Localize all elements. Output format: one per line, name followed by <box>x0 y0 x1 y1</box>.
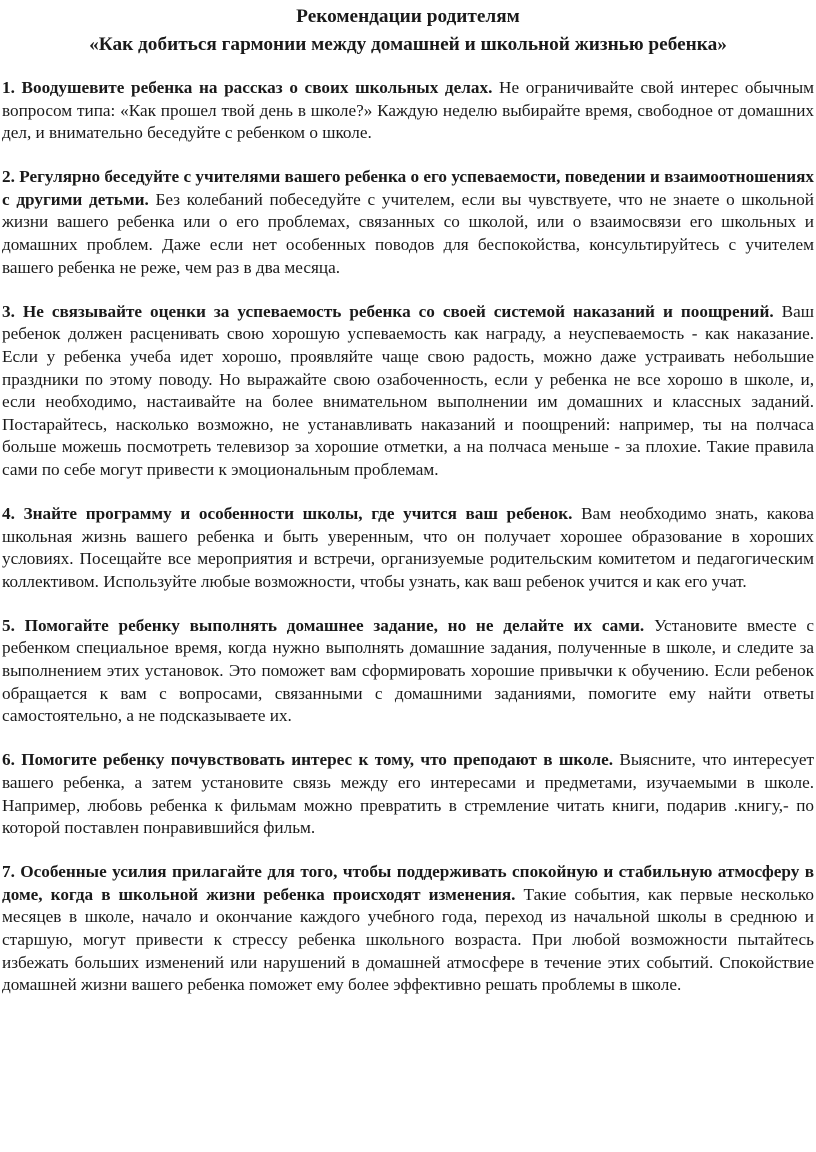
recommendation-5-text: Установите вместе с ребенком специальное время, когда нужно выполнять домашние задания, полученные в школе, и следите за выполнением этих установок. Это поможет вам сформировать хорошие привычки к обучению. Если ребенок обращается к вам с вопросами, связанными с домашними заданиями, помогите ему найти ответы самостоятельно, а не подсказываете их. <box>2 615 814 726</box>
recommendation-4-heading: 4. Знайте программу и особенности школы, где учится ваш ребенок. <box>2 504 573 523</box>
recommendation-6-text: Выясните, что интересует вашего ребенка, а затем установите связь между его интересами и предметами, изучаемыми в школе. Например, любовь ребенка к фильмам можно превратить в стремление читать книги, подарив .книгу,- по которой поставлен понравившийся фильм. <box>2 750 815 838</box>
recommendation-7-text: Такие события, как первые несколько месяцев в школе, начало и окончание каждого учебного года, переход из начальной школы в среднюю и старшую, могут привести к стрессу ребенка школьного возраста. При любой возможности пытайтесь избежать больших изменений или нарушений в домашней атмосфере в течение этих событий. Спокойствие домашней жизни вашего ребенка поможет ему более эффективно решать проблемы в школе. <box>2 884 814 995</box>
title-line-2: «Как добиться гармонии между домашней и школьной жизнью ребенка» <box>89 34 727 55</box>
recommendation-1-text: Не ограничивайте свой интерес обычным вопросом типа: «Как прошел твой день в школе?» Каждую неделю выбирайте время, свободное от домашних дел, и внимательно беседуйте с ребенком о школе. <box>2 78 815 143</box>
recommendation-6-heading: 6. Помогите ребенку почувствовать интерес к тому, что преподают в школе. <box>2 750 614 770</box>
recommendation-2-text: Без колебаний побеседуйте с учителем, если вы чувствуете, что не знаете о школьной жизни вашего ребенка или о его проблемах, связанных со школой, или о взаимосвязи его школьных и домашних проблем. Даже если нет особенных поводов для беспокойства, консультируйтесь с учителем вашего ребенка не реже, чем раз в два месяца. <box>2 189 814 277</box>
recommendation-5 <box>2 615 814 728</box>
recommendation-3 <box>2 301 814 482</box>
title-line-1: Рекомендации родителям <box>296 6 520 27</box>
document-title <box>2 3 814 59</box>
recommendation-7-heading: 7. Особенные усилия прилагайте для того, чтобы поддерживать спокойную и стабильную атмосферу в доме, когда в школьной жизни ребенка происходят изменения. <box>2 862 814 904</box>
recommendation-7 <box>2 861 814 997</box>
recommendation-3-heading: 3. Не связывайте оценки за успеваемость ребенка со своей системой наказаний и поощрений. <box>2 301 774 321</box>
recommendation-3-text: Ваш ребенок должен расценивать свою хорошую успеваемость как награду, а неуспеваемость - как наказание. Если у ребенка учеба идет хорошо, проявляйте чаще свою радость, можно даже устраивать небольшие праздники по этому поводу. Но выражайте свою озабоченность, если у ребенка не все хорошо в школе, и, если необходимо, настаивайте на более внимательном выполнении им домашних и классных заданий. Постарайтесь, насколько возможно, не устанавливать наказаний и поощрений: например, ты на полчаса больше можешь посмотреть телевизор за хорошие отметки, а на полчаса меньше - за плохие. Такие правила сами по себе могут привести к эмоциональным проблемам. <box>2 301 814 479</box>
recommendation-1-heading: 1. Воодушевите ребенка на рассказ о своих школьных делах. <box>2 78 493 97</box>
recommendation-6 <box>2 749 814 839</box>
recommendation-4 <box>2 503 814 593</box>
recommendation-4-text: Вам необходимо знать, какова школьная жизнь вашего ребенка и быть уверенным, что он получает хорошее образование в хороших условиях. Посещайте все мероприятия и встречи, организуемые родительским комитетом и педагогическим коллективом. Используйте любые возможности, чтобы узнать, как ваш ребенок учится и как его учат. <box>2 504 815 591</box>
recommendation-2 <box>2 166 814 279</box>
recommendation-1 <box>2 77 814 145</box>
recommendation-2-heading: 2. Регулярно беседуйте с учителями вашего ребенка о его успеваемости, поведении и взаимоотношениях с другими детьми. <box>2 167 814 209</box>
recommendation-5-heading: 5. Помогайте ребенку выполнять домашнее задание, но не делайте их сами. <box>2 615 645 635</box>
